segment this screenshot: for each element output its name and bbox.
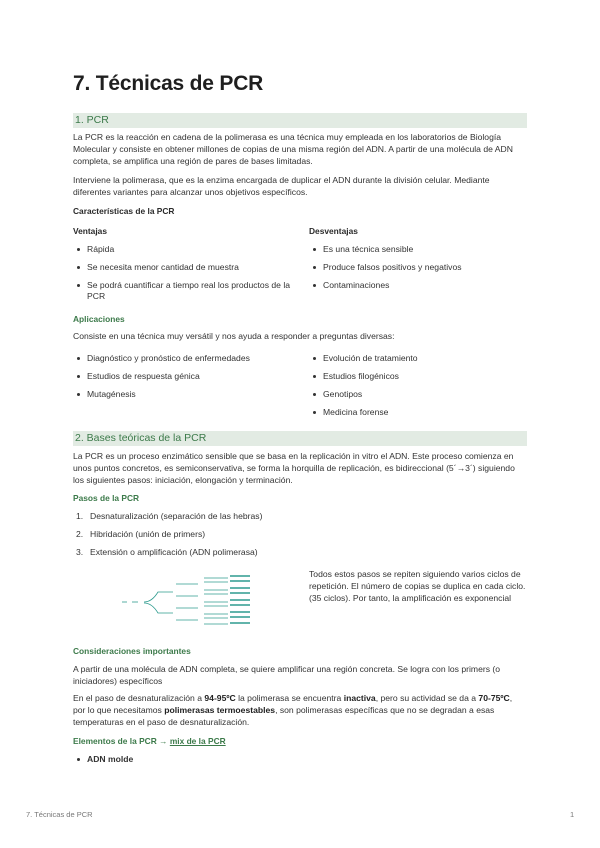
steps-label: Pasos de la PCR xyxy=(73,493,140,503)
list-item: Se necesita menor cantidad de muestra xyxy=(73,262,293,273)
steps-list xyxy=(76,511,376,565)
section-heading-pcr: 1. PCR xyxy=(73,113,527,128)
list-item: 1. Desnaturalización (separación de las hebras) xyxy=(76,511,263,521)
footer-label: 7. Técnicas de PCR xyxy=(26,810,93,819)
page-number: 1 xyxy=(570,810,575,819)
list-item: Diagnóstico y pronóstico de enfermedades xyxy=(73,353,303,364)
applications-intro: Consiste en una técnica muy versátil y nos ayuda a responder a preguntas diversas: xyxy=(73,331,395,341)
elements-label: Elementos de la PCR → mix de la PCR xyxy=(73,736,226,746)
considerations-paragraph-2: En el paso de desnaturalización a 94-95ºC la polimerasa se encuentra inactiva, pero su actividad se da a 70-75ºC, por lo que necesitamos polimerasas termoestables, son polimerasas específicas que no se degradan a esas temperaturas en el paso de desnaturalización. xyxy=(73,693,513,728)
applications-list-left xyxy=(73,353,303,407)
disadvantages-list xyxy=(309,244,529,298)
advantages-label: Ventajas xyxy=(73,226,107,236)
list-item: 3. Extensión o amplificación (ADN polimerasa) xyxy=(76,547,258,557)
considerations-label: Consideraciones importantes xyxy=(73,646,191,656)
list-item: Se podrá cuantificar a tiempo real los productos de la PCR xyxy=(73,280,293,302)
list-item: Es una técnica sensible xyxy=(309,244,529,255)
list-item: Contaminaciones xyxy=(309,280,529,291)
disadvantages-label: Desventajas xyxy=(309,226,358,236)
features-label: Características de la PCR xyxy=(73,206,175,216)
applications-list-right xyxy=(309,353,529,425)
advantages-list xyxy=(73,244,293,309)
pcr-intro-paragraph: La PCR es la reacción en cadena de la polimerasa es una técnica muy empleada en los laboratorios de Biología Molecular y consiste en obtener millones de copias de una misma región del ADN. A partir de una molécula de ADN completa, se amplifica una región de pares de bases limitadas. xyxy=(73,132,513,167)
list-item: Medicina forense xyxy=(309,407,529,418)
section-heading-bases: 2. Bases teóricas de la PCR xyxy=(73,431,527,446)
list-item: Estudios de respuesta génica xyxy=(73,371,303,382)
elements-list xyxy=(73,754,373,772)
pcr-amplification-diagram xyxy=(118,572,258,628)
list-item: Evolución de tratamiento xyxy=(309,353,529,364)
list-item: Genotipos xyxy=(309,389,529,400)
list-item: 2. Hibridación (unión de primers) xyxy=(76,529,206,539)
applications-label: Aplicaciones xyxy=(73,314,125,324)
mix-pcr-link[interactable]: mix de la PCR xyxy=(169,736,226,746)
pcr-polymerase-paragraph: Interviene la polimerasa, que es la enzima encargada de duplicar el ADN durante la división celular. Mediante diferentes variantes para alcanzar unos objetivos específicos. xyxy=(73,175,490,198)
bases-paragraph: La PCR es un proceso enzimático sensible que se basa en la replicación in vitro el ADN. Este proceso comienza en unos puntos concretos, es semiconservativa, se forma la horquilla de replicación, es bidireccional (5´→3´) siguiendo los siguientes pasos: iniciación, elongación y terminación. xyxy=(73,451,515,486)
list-item: Produce falsos positivos y negativos xyxy=(309,262,529,273)
considerations-paragraph-1: A partir de una molécula de ADN completa, se quiere amplificar una región concreta. Se logra con los primers (o iniciadores) específicos xyxy=(73,664,501,687)
list-item: ADN molde xyxy=(73,754,373,765)
page-title: 7. Técnicas de PCR xyxy=(73,72,264,95)
list-item: Rápida xyxy=(73,244,293,255)
cycles-paragraph: Todos estos pasos se repiten siguiendo varios ciclos de repetición. El número de copias se duplica en cada ciclo. (35 ciclos). Por tanto, la amplificación es exponencial xyxy=(309,569,526,604)
list-item: Mutagénesis xyxy=(73,389,303,400)
list-item: Estudios filogénicos xyxy=(309,371,529,382)
